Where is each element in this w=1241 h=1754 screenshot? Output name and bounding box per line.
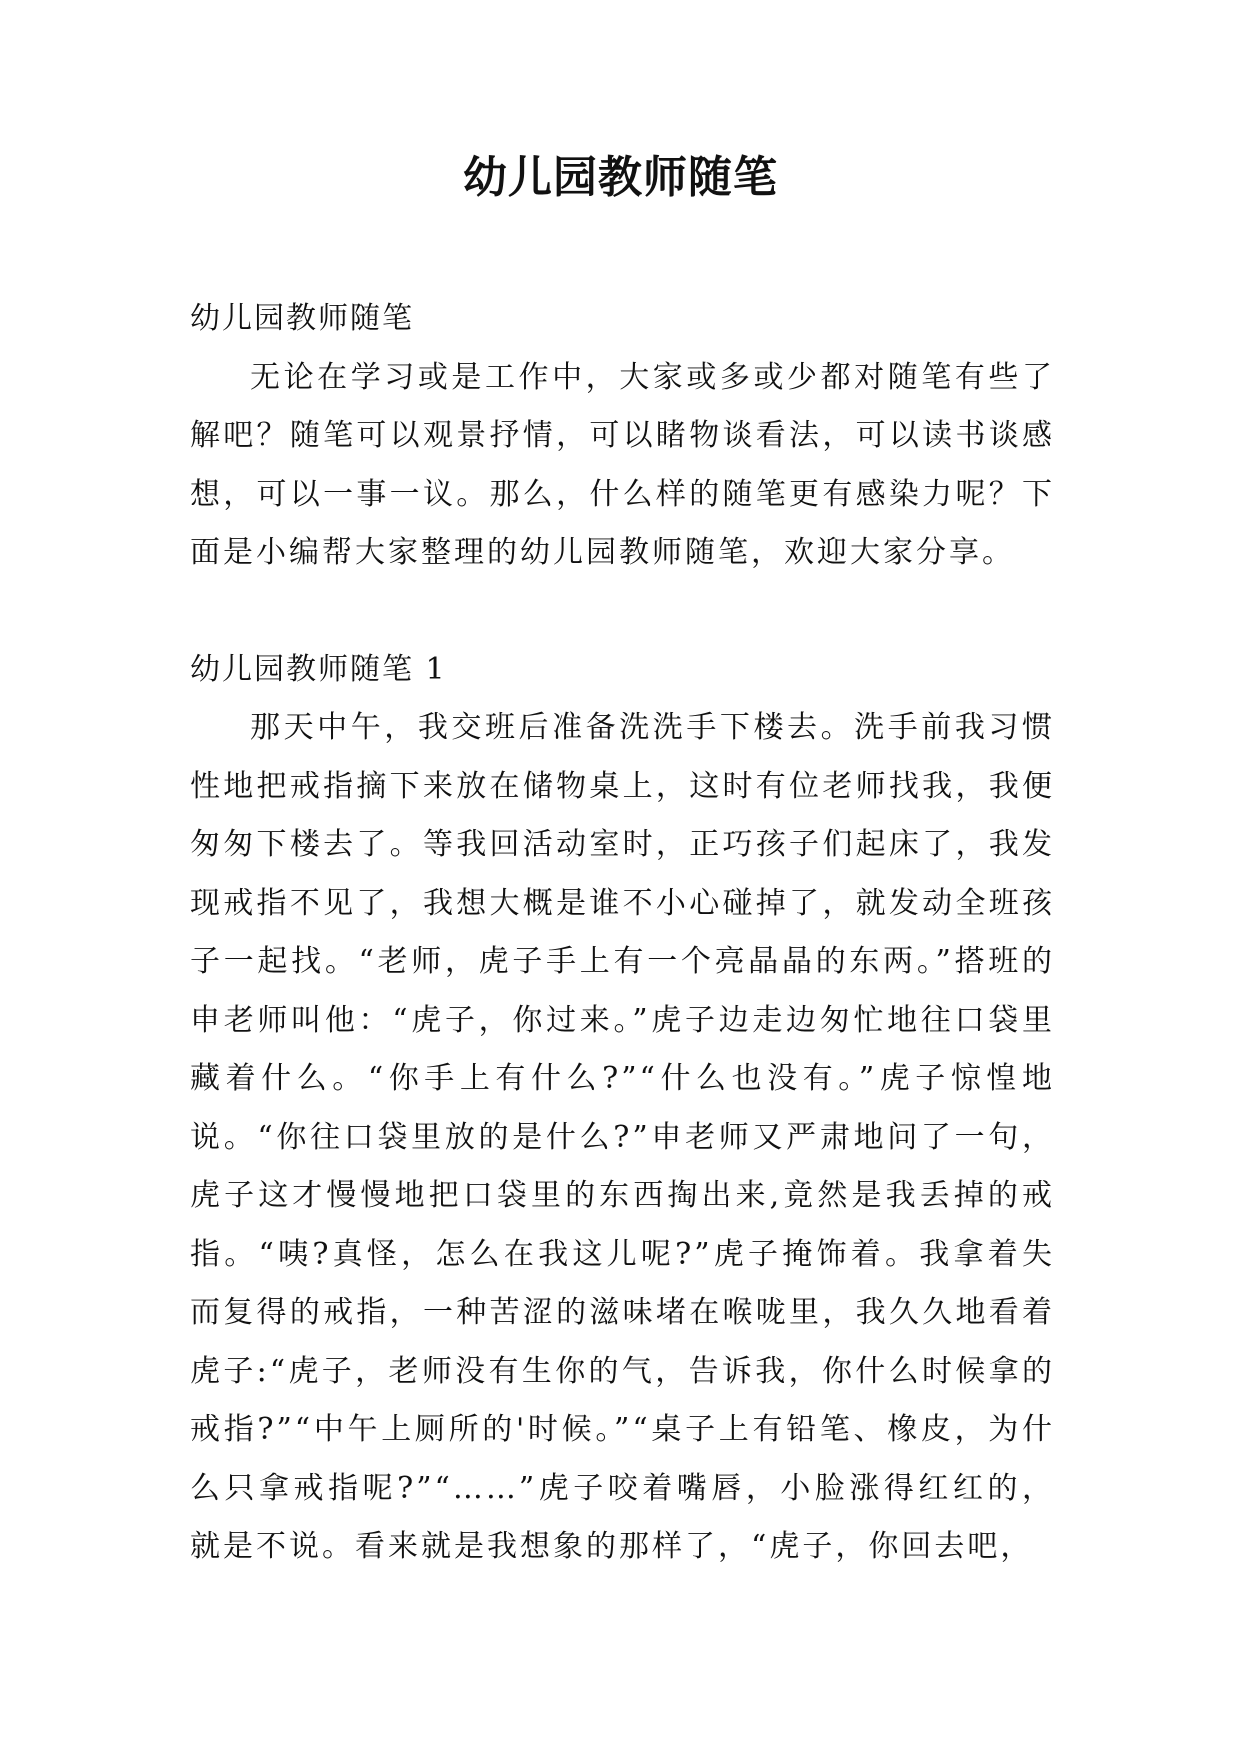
document-title: 幼儿园教师随笔 [463, 152, 778, 203]
intro-paragraph: 无论在学习或是工作中，大家或多或少都对随笔有些了解吧？随笔可以观景抒情，可以睹物谈看法，可以读书谈感想，可以一事一议。那么，什么样的随笔更有感染力呢？下面是小编帮大家整理的幼儿园教师随笔，欢迎大家分享。 [190, 359, 1055, 570]
document-body [190, 290, 1055, 1577]
section-1-paragraph: 那天中午，我交班后准备洗洗手下楼去。洗手前我习惯性地把戒指摘下来放在储物桌上，这时有位老师找我，我便匆匆下楼去了。等我回活动室时，正巧孩子们起床了，我发现戒指不见了，我想大概是谁不小心碰掉了，就发动全班孩子一起找。“老师，虎子手上有一个亮晶晶的东两。”搭班的申老师叫他：“虎子，你过来。”虎子边走边匆忙地往口袋里藏着什么。“你手上有什么?”“什么也没有。”虎子惊惶地说。“你往口袋里放的是什么?”申老师又严肃地问了一句，虎子这才慢慢地把口袋里的东西掏出来,竟然是我丢掉的戒指。“咦?真怪，怎么在我这儿呢?”虎子掩饰着。我拿着失而复得的戒指，一种苦涩的滋味堵在喉咙里，我久久地看着虎子:“虎子，老师没有生你的气，告诉我，你什么时候拿的戒指?”“中午上厕所的'时候。”“桌子上有铅笔、橡皮，为什么只拿戒指呢?”“……”虎子咬着嘴唇，小脸涨得红红的，就是不说。看来就是我想象的那样了，“虎子，你回去吧， [190, 710, 1055, 1564]
section-1-heading: 幼儿园教师随笔 1 [190, 651, 447, 687]
intro-heading: 幼儿园教师随笔 [190, 301, 414, 336]
section-spacer [190, 583, 1055, 641]
